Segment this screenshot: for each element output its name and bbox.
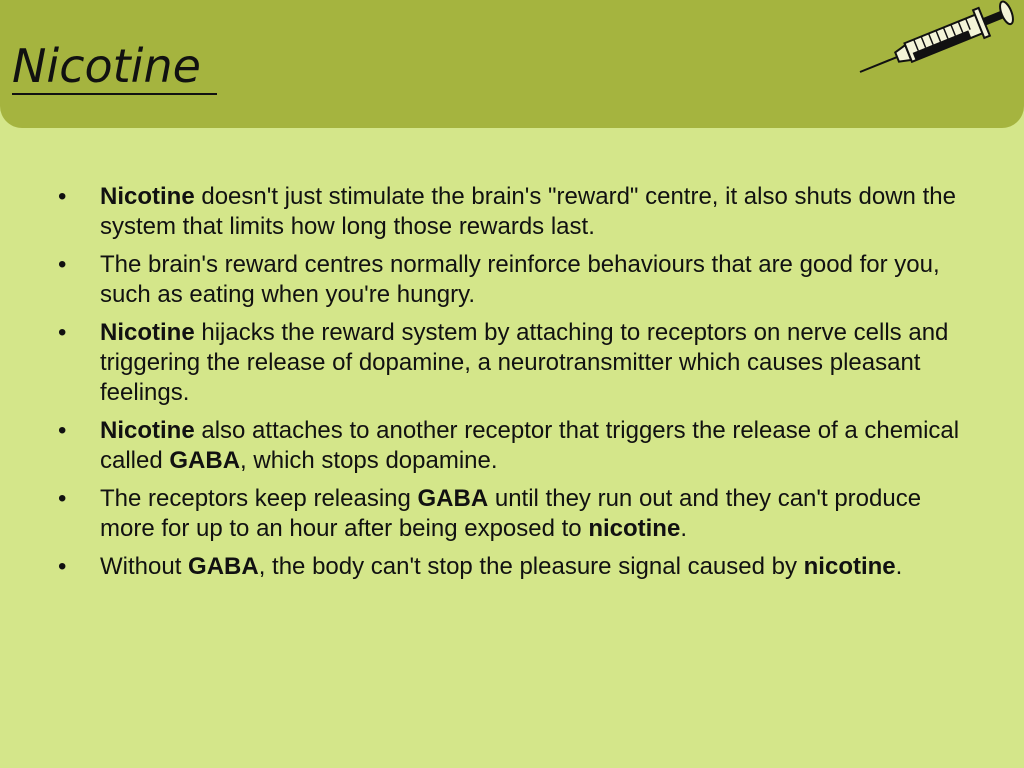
bullet-text: doesn't just stimulate the brain's "reward" centre, it also shuts down the system that limits how long those rewards last. [100, 183, 956, 240]
slide-body [55, 182, 975, 590]
bullet-item [55, 182, 975, 242]
bullet-text: Without [100, 553, 189, 580]
bullet-text: , which stops dopamine. [240, 447, 498, 474]
bullet-marker: • [58, 251, 67, 278]
bullet-marker: • [58, 485, 67, 512]
bold-term: Nicotine [100, 183, 195, 210]
bullet-text: . [680, 515, 687, 542]
bullet-list [55, 182, 975, 582]
bullet-text: also attaches to another receptor that triggers the release of a chemical called [100, 417, 960, 474]
bullet-item [55, 318, 975, 408]
bold-term: Nicotine [100, 319, 195, 346]
bullet-text: until they run out and they can't produce more for up to an hour after being exposed to [100, 485, 922, 542]
bullet-text: , the body can't stop the pleasure signal caused by [258, 553, 804, 580]
bullet-text: The receptors keep releasing [100, 485, 418, 512]
bullet-text: hijacks the reward system by attaching to receptors on nerve cells and triggering the release of dopamine, a neurotransmitter which causes pleasant feelings. [100, 319, 949, 406]
bullet-marker: • [58, 183, 67, 210]
bullet-item [55, 552, 975, 582]
bold-term: GABA [188, 553, 259, 580]
bullet-marker: • [58, 417, 67, 444]
bold-term: GABA [417, 485, 489, 512]
bullet-item [55, 484, 975, 544]
bullet-marker: • [58, 553, 67, 580]
bullet-item [55, 250, 975, 310]
bold-term: nicotine [803, 553, 896, 580]
bullet-marker: • [58, 319, 67, 346]
bullet-item [55, 416, 975, 476]
slide-title: Nicotine [12, 39, 201, 93]
bullet-text: The brain's reward centres normally reinforce behaviours that are good for you, such as eating when you're hungry. [100, 251, 940, 308]
bold-term: GABA [169, 447, 241, 474]
bullet-text: . [895, 553, 903, 580]
title-underline [12, 93, 217, 95]
bold-term: nicotine [588, 515, 681, 542]
bold-term: Nicotine [100, 417, 195, 444]
syringe-icon [850, 0, 1024, 90]
